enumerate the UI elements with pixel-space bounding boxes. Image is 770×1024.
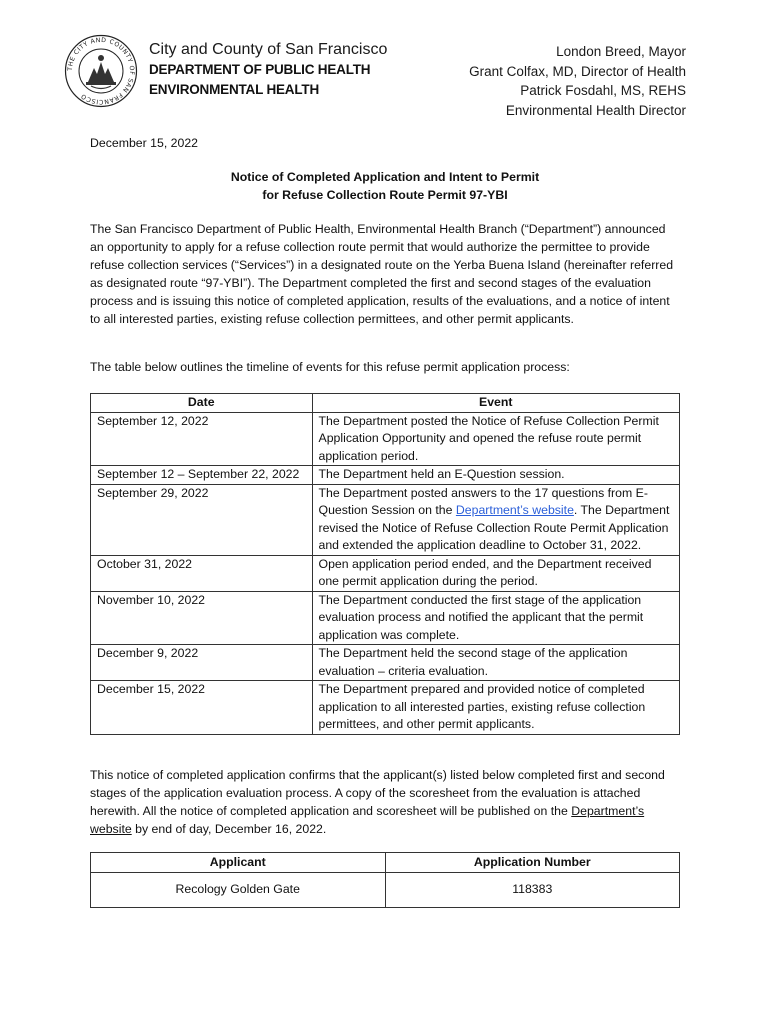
table-row bbox=[91, 412, 680, 466]
official-mayor: London Breed, Mayor bbox=[556, 44, 686, 59]
timeline-date: December 9, 2022 bbox=[91, 645, 313, 681]
department-name: DEPARTMENT OF PUBLIC HEALTH bbox=[149, 62, 371, 77]
timeline-table bbox=[90, 393, 680, 735]
department-website-link[interactable]: Department’s website bbox=[455, 503, 574, 517]
department-website-link-2[interactable]: Department’s website bbox=[90, 804, 645, 836]
timeline-header-date: Date bbox=[91, 394, 313, 413]
timeline-header-event: Event bbox=[312, 394, 680, 413]
table-row bbox=[91, 555, 680, 591]
city-seal-icon bbox=[64, 34, 138, 108]
division-name: ENVIRONMENTAL HEALTH bbox=[149, 82, 319, 97]
table-row bbox=[91, 466, 680, 485]
table-row bbox=[91, 681, 680, 735]
org-name: City and County of San Francisco bbox=[149, 41, 388, 58]
applicant-name: Recology Golden Gate bbox=[91, 873, 386, 908]
confirmation-paragraph bbox=[90, 766, 680, 838]
confirmation-text-start: This notice of completed application confirms that the applicant(s) listed below completed first and second stages of the application evaluation process. A copy of the scoresheet from the evaluation is attached herewith. All the notice of completed application and scoresheet will be published on the bbox=[90, 768, 665, 818]
notice-title bbox=[90, 168, 680, 204]
timeline-event bbox=[312, 484, 680, 555]
timeline-event: The Department prepared and provided notice of completed application to all interested parties, existing refuse collection permittees, and other permit applicants. bbox=[312, 681, 680, 735]
timeline-event: The Department held the second stage of the application evaluation – criteria evaluation. bbox=[312, 645, 680, 681]
timeline-header-row bbox=[91, 394, 680, 413]
official-eh-director-name: Patrick Fosdahl, MS, REHS bbox=[520, 83, 686, 98]
timeline-event: The Department posted the Notice of Refuse Collection Permit Application Opportunity and opened the refuse route permit application period. bbox=[312, 412, 680, 466]
application-number: 118383 bbox=[385, 873, 680, 908]
timeline-date: December 15, 2022 bbox=[91, 681, 313, 735]
table-row bbox=[91, 645, 680, 681]
applicants-table bbox=[90, 852, 680, 908]
table-row bbox=[91, 591, 680, 645]
table-row bbox=[91, 873, 680, 908]
timeline-intro-paragraph: The table below outlines the timeline of events for this refuse permit application process: bbox=[90, 360, 570, 374]
timeline-event: The Department conducted the first stage of the application evaluation process and notified the applicant that the permit application was complete. bbox=[312, 591, 680, 645]
timeline-event-text-end: . The Department revised the Notice of Refuse Collection Route Permit Application and extended the application deadline to October 31, 2022. bbox=[318, 503, 670, 552]
timeline-date: November 10, 2022 bbox=[91, 591, 313, 645]
table-row bbox=[91, 484, 680, 555]
timeline-date: October 31, 2022 bbox=[91, 555, 313, 591]
official-director-of-health: Grant Colfax, MD, Director of Health bbox=[469, 63, 686, 79]
confirmation-text-end: by end of day, December 16, 2022. bbox=[131, 822, 327, 836]
seal-text: THE CITY AND COUNTY OF SAN FRANCISCO bbox=[66, 36, 136, 106]
officials-block bbox=[469, 42, 686, 120]
timeline-event: The Department held an E-Question session. bbox=[312, 466, 680, 485]
intro-paragraph: The San Francisco Department of Public Health, Environmental Health Branch (“Department”) announced an opportunity to apply for a refuse collection route permit that would authorize the permittee to provide refuse collection services (“Services”) in a designated route on the Yerba Buena Island (hereinafter referred as designated route “97-YBI”). The Department completed the first and second stages of the evaluation process and is issuing this notice of completed application, results of the evaluations, and a notice of intent to all interested parties, existing refuse collection permittees, and other permit applicants. bbox=[90, 222, 674, 326]
applicants-header-row bbox=[91, 853, 680, 873]
applicants-header-applicant: Applicant bbox=[91, 853, 386, 873]
organization-block bbox=[149, 40, 387, 100]
letter-date: December 15, 2022 bbox=[90, 136, 199, 150]
applicants-header-number: Application Number bbox=[385, 853, 680, 873]
notice-title-line-2: for Refuse Collection Route Permit 97-YBI bbox=[262, 188, 508, 202]
timeline-date: September 29, 2022 bbox=[91, 484, 313, 555]
timeline-date: September 12 – September 22, 2022 bbox=[91, 466, 313, 485]
official-eh-director-title: Environmental Health Director bbox=[505, 102, 686, 118]
timeline-event-text-start: The Department posted answers to the 17 questions from E-Question Session on the bbox=[318, 485, 648, 517]
notice-title-line-1: Notice of Completed Application and Intent to Permit bbox=[230, 170, 540, 184]
timeline-date: September 12, 2022 bbox=[91, 412, 313, 466]
timeline-event: Open application period ended, and the Department received one permit application during the period. bbox=[312, 555, 680, 591]
